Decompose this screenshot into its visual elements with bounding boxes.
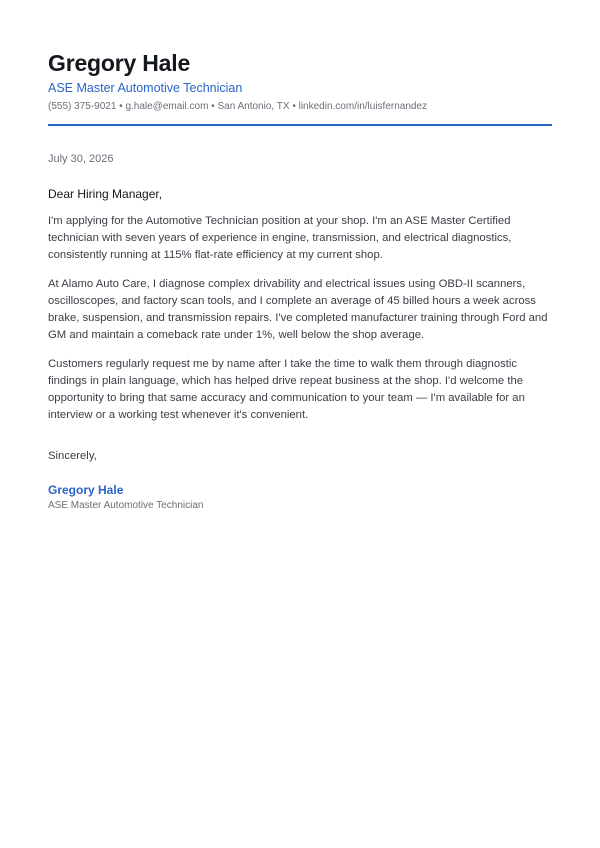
contact-line: (555) 375-9021 • g.hale@email.com • San Antonio, TX • linkedin.com/in/luisfernandez xyxy=(48,101,428,112)
body-paragraph: At Alamo Auto Care, I diagnose complex drivability and electrical issues using OBD-II scanners, oscilloscopes, and factory scan tools, and I complete an average of 45 billed hours a week across brake, suspension, and transmission repairs. I've completed manufacturer training through Ford and GM and maintain a comeback rate under 1%, well below the shop average. xyxy=(48,278,548,341)
closing: Sincerely, xyxy=(48,450,97,462)
body-paragraph: Customers regularly request me by name after I take the time to walk them through diagnostic findings in plain language, which has helped drive repeat business at the shop. I'd welcome the opportunity to bring that same accuracy and communication to your team — I'm available for an interview or a working test whenever it's convenient. xyxy=(48,358,525,421)
signature-name: Gregory Hale xyxy=(48,483,124,497)
salutation: Dear Hiring Manager, xyxy=(48,187,163,201)
applicant-title: ASE Master Automotive Technician xyxy=(48,81,243,95)
header-divider xyxy=(48,124,552,126)
body-paragraph: I'm applying for the Automotive Technician position at your shop. I'm an ASE Master Certified technician with seven years of experience in engine, transmission, and electrical diagnostics, consistently running at 115% flat-rate efficiency at my current shop. xyxy=(48,215,512,261)
signature-title: ASE Master Automotive Technician xyxy=(48,500,204,511)
applicant-name: Gregory Hale xyxy=(48,50,191,76)
letter-date: July 30, 2026 xyxy=(48,153,114,165)
